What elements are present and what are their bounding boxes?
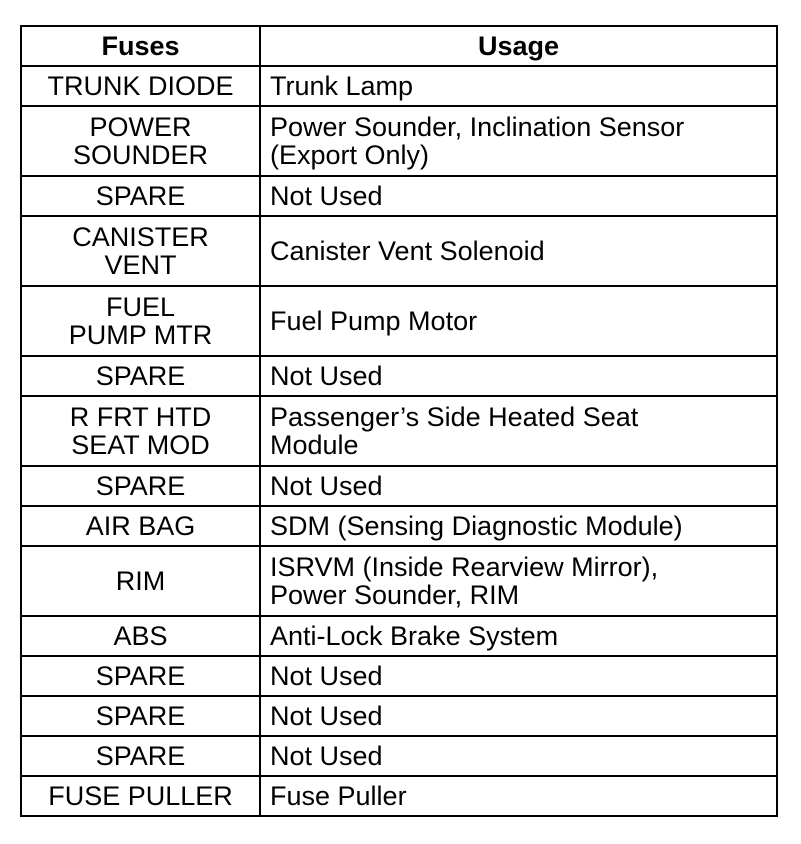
table-row xyxy=(21,286,777,356)
usage-cell: Not Used xyxy=(260,656,777,696)
fuse-cell: AIR BAG xyxy=(21,506,260,546)
fuse-usage-table xyxy=(20,25,778,817)
table-row xyxy=(21,106,777,176)
table-row xyxy=(21,506,777,546)
fuse-cell: SPARE xyxy=(21,696,260,736)
header-usage: Usage xyxy=(260,26,777,66)
fuse-cell: TRUNK DIODE xyxy=(21,66,260,106)
table-row xyxy=(21,466,777,506)
usage-cell: Canister Vent Solenoid xyxy=(260,216,777,286)
usage-cell: Not Used xyxy=(260,466,777,506)
usage-cell: Fuel Pump Motor xyxy=(260,286,777,356)
table-row xyxy=(21,66,777,106)
usage-cell: Fuse Puller xyxy=(260,776,777,816)
fuse-cell: SPARE xyxy=(21,176,260,216)
usage-cell: ISRVM (Inside Rearview Mirror), Power Sounder, RIM xyxy=(260,546,777,616)
usage-cell: Passenger’s Side Heated Seat Module xyxy=(260,396,777,466)
header-fuses: Fuses xyxy=(21,26,260,66)
fuse-cell: FUEL PUMP MTR xyxy=(21,286,260,356)
fuse-cell: CANISTER VENT xyxy=(21,216,260,286)
table-row xyxy=(21,546,777,616)
fuse-cell: R FRT HTD SEAT MOD xyxy=(21,396,260,466)
table-row xyxy=(21,696,777,736)
usage-cell: SDM (Sensing Diagnostic Module) xyxy=(260,506,777,546)
usage-cell: Not Used xyxy=(260,696,777,736)
table-row xyxy=(21,396,777,466)
usage-cell: Not Used xyxy=(260,176,777,216)
fuse-cell: SPARE xyxy=(21,736,260,776)
table-row xyxy=(21,616,777,656)
table-row xyxy=(21,736,777,776)
table-header-row xyxy=(21,26,777,66)
usage-cell: Power Sounder, Inclination Sensor (Export Only) xyxy=(260,106,777,176)
fuse-cell: POWER SOUNDER xyxy=(21,106,260,176)
fuse-cell: RIM xyxy=(21,546,260,616)
usage-cell: Not Used xyxy=(260,356,777,396)
table-row xyxy=(21,356,777,396)
usage-cell: Anti-Lock Brake System xyxy=(260,616,777,656)
table-row xyxy=(21,776,777,816)
fuse-cell: SPARE xyxy=(21,356,260,396)
fuse-cell: ABS xyxy=(21,616,260,656)
fuse-usage-table-container xyxy=(20,25,776,817)
table-row xyxy=(21,216,777,286)
usage-cell: Not Used xyxy=(260,736,777,776)
fuse-cell: SPARE xyxy=(21,656,260,696)
fuse-cell: SPARE xyxy=(21,466,260,506)
usage-cell: Trunk Lamp xyxy=(260,66,777,106)
fuse-cell: FUSE PULLER xyxy=(21,776,260,816)
table-row xyxy=(21,656,777,696)
table-row xyxy=(21,176,777,216)
